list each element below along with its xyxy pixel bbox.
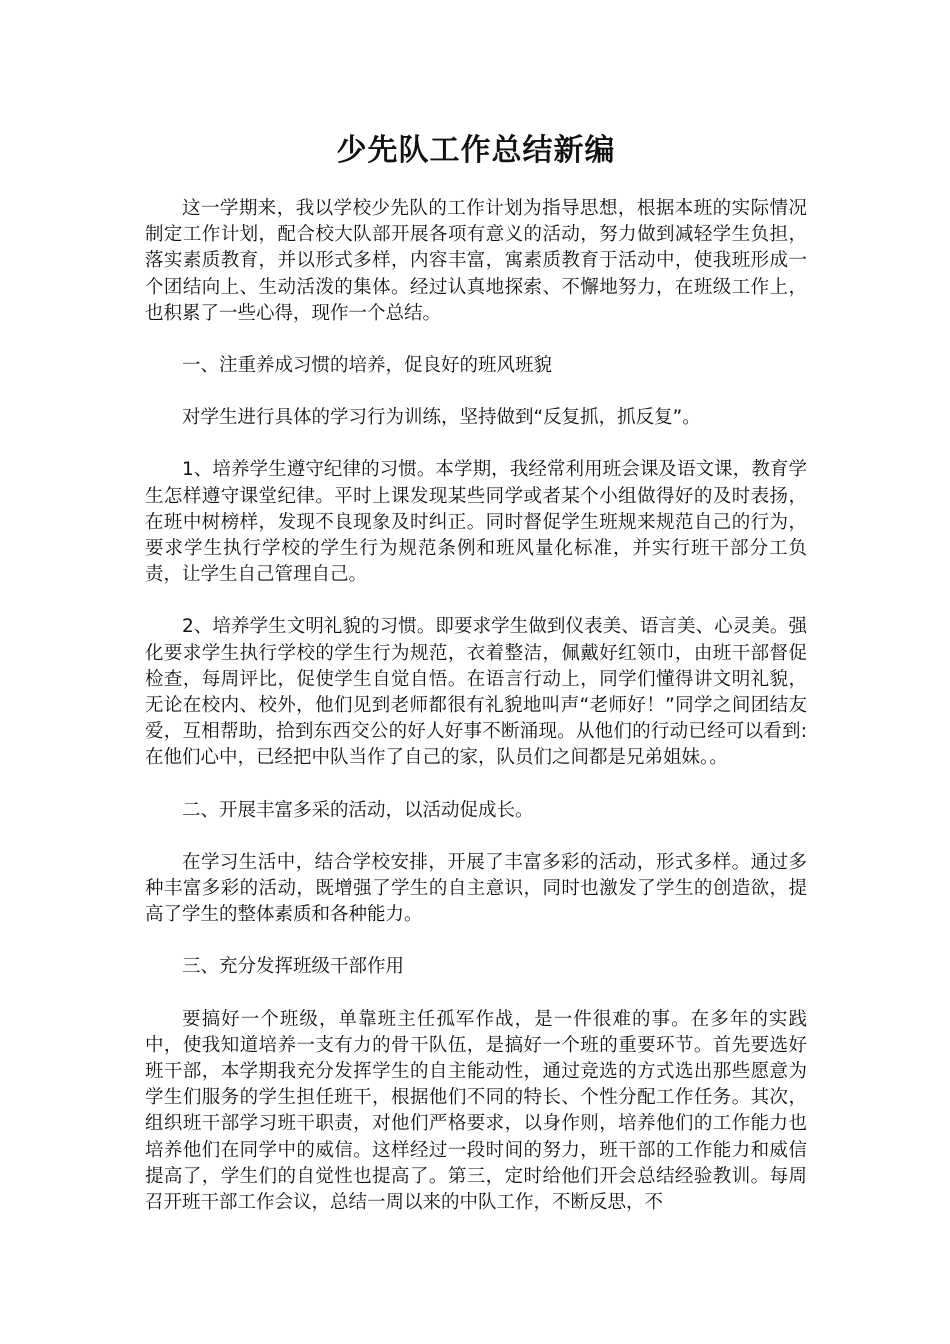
paragraph-discipline: 1、培养学生遵守纪律的习惯。本学期，我经常利用班会课及语文课，教育学生怎样遵守课堂纪律。平时上课发现某些同学或者某个小组做得好的及时表扬，在班中树榜样，发现不良现象及时纠正。同时督促学生班规来规范自己的行为，要求学生执行学校的学生行为规范条例和班风量化标准，并实行班干部分工负责，让学生自己管理自己。 bbox=[145, 459, 807, 586]
paragraph-activities: 在学习生活中，结合学校安排，开展了丰富多彩的活动，形式多样。通过多种丰富多彩的活动，既增强了学生的自主意识，同时也激发了学生的创造欲，提高了学生的整体素质和各种能力。 bbox=[145, 851, 807, 926]
section-heading-3: 三、充分发挥班级干部作用 bbox=[182, 956, 405, 978]
paragraph-training: 对学生进行具体的学习行为训练，坚持做到“反复抓，抓反复”。 bbox=[182, 407, 701, 429]
document-page bbox=[145, 128, 807, 1242]
paragraph-courtesy: 2、培养学生文明礼貌的习惯。即要求学生做到仪表美、语言美、心灵美。强化要求学生执行学校的学生行为规范，衣着整洁，佩戴好红领巾，由班干部督促检查，每周评比，促使学生自觉自悟。在语言行动上，同学们懂得讲文明礼貌，无论在校内、校外，他们见到老师都很有礼貌地叫声“老师好！”同学之间团结友爱，互相帮助，拾到东西交公的好人好事不断涌现。从他们的行动已经可以看到:在他们心中，已经把中队当作了自己的家，队员们之间都是兄弟姐妹。。 bbox=[145, 616, 807, 769]
section-heading-1: 一、注重养成习惯的培养，促良好的班风班貌 bbox=[182, 355, 553, 377]
intro-paragraph: 这一学期来，我以学校少先队的工作计划为指导思想，根据本班的实际情况制定工作计划，配合校大队部开展各项有意义的活动，努力做到减轻学生负担，落实素质教育，并以形式多样，内容丰富，寓素质教育于活动中，使我班形成一个团结向上、生动活泼的集体。经过认真地探索、不懈地努力，在班级工作上，也积累了一些心得，现作一个总结。 bbox=[145, 198, 807, 324]
paragraph-class-leaders: 要搞好一个班级，单靠班主任孤军作战，是一件很难的事。在多年的实践中，使我知道培养一支有力的骨干队伍，是搞好一个班的重要环节。首先要选好班干部，本学期我充分发挥学生的自主能动性，通过竞选的方式选出那些愿意为学生们服务的学生担任班干，根据他们不同的特长、个性分配工作任务。其次，组织班干部学习班干职责，对他们严格要求，以身作则，培养他们的工作能力也培养他们在同学中的威信。这样经过一段时间的努力，班干部的工作能力和威信提高了，学生们的自觉性也提高了。第三，定时给他们开会总结经验教训。每周召开班干部工作会议，总结一周以来的中队工作，不断反思，不 bbox=[145, 1008, 807, 1214]
section-heading-2: 二、开展丰富多采的活动，以活动促成长。 bbox=[182, 799, 534, 821]
document-title: 少先队工作总结新编 bbox=[336, 133, 616, 168]
